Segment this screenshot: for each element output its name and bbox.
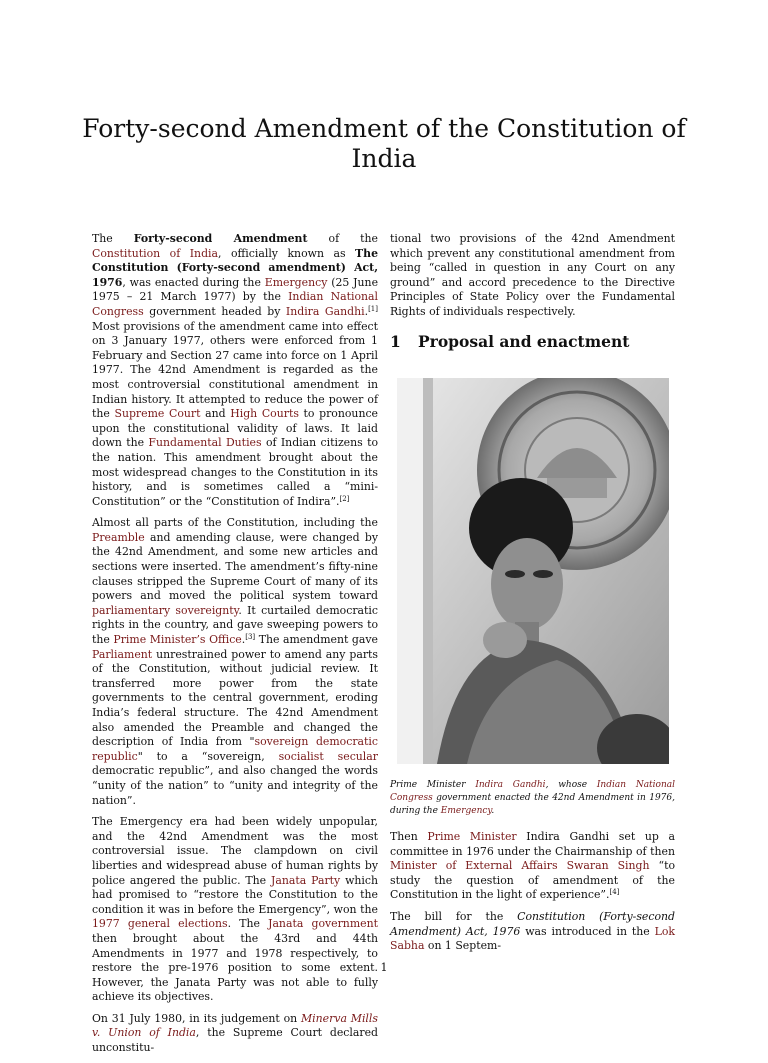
bold-term: The Constitution (Forty-second amendment) Act, 1976 — [92, 246, 378, 289]
link-1977-general-elections[interactable]: 1977 general elections — [92, 917, 228, 931]
right-column-top — [390, 232, 675, 327]
link-fundamental-duties[interactable]: Fundamental Duties — [148, 436, 262, 450]
caption-link-inc[interactable]: Indian National Congress — [390, 780, 676, 803]
text: . It curtailed democratic rights in the country, and gave sweeping powers to the — [92, 603, 378, 647]
link-parliament[interactable]: Parliament — [92, 647, 153, 661]
changes-paragraph — [92, 516, 378, 808]
text: of Indian citizens to the nation. This amendment brought about the most widespread changes to the Constitution in its history, and is sometimes called a “mini-Constitution” or the “Constitution of Indira”. — [92, 436, 379, 508]
text — [324, 750, 338, 763]
text: government enacted the 42nd Amendment in 1976, during the — [390, 793, 675, 816]
text: then brought about the 43rd and 44th Amendments in 1977 and 1978 respectively, to restore the pre-1976 position to some extent. However, the Janata Party was not able to fully achieve its objectives. — [92, 931, 378, 1004]
citation-2[interactable]: [2] — [339, 494, 350, 503]
section-heading — [390, 332, 629, 351]
right-column-bottom — [390, 830, 675, 961]
text — [558, 859, 567, 872]
citation-4[interactable]: [4] — [609, 888, 620, 897]
link-janata-government[interactable]: Janata government — [268, 917, 378, 931]
link-indira-gandhi[interactable]: Indira Gandhi — [285, 304, 365, 318]
link-janata-party[interactable]: Janata Party — [271, 873, 341, 887]
article-title: Forty-second Amendment of the Constitution of India — [82, 114, 686, 173]
citation-1[interactable]: [1] — [368, 304, 378, 313]
figure-caption — [390, 779, 675, 818]
link-prime-ministers-office[interactable]: Prime Minister’s Office — [113, 633, 242, 647]
text: and — [200, 407, 231, 421]
committee-paragraph — [390, 830, 675, 903]
text: , the Supreme Court declared unconstitu- — [92, 1026, 378, 1055]
link-indian-national-congress[interactable]: Indian National Congress — [92, 290, 379, 318]
text: , whose — [545, 780, 597, 790]
link-sovereign-democratic-republic[interactable]: sovereign democratic republic — [92, 735, 378, 763]
text: was introduced in the — [520, 924, 655, 938]
text: Then — [390, 830, 428, 843]
text: . The — [227, 917, 269, 931]
text: " to a “sovereign, — [137, 749, 279, 763]
link-parliamentary-sovereignty[interactable]: parliamentary sovereignty — [92, 603, 239, 617]
text: . — [241, 633, 246, 647]
indira-gandhi-photo — [397, 378, 669, 764]
text: Indira Gandhi set up a committee in 1976 under the Chairmanship of then — [390, 830, 676, 858]
link-supreme-court[interactable]: Supreme Court — [114, 407, 201, 421]
text: On 31 July 1980, in its judgement on — [92, 1011, 302, 1025]
continuation-paragraph: tional two provisions of the 42nd Amendment which prevent any constitutional amendment from being “called in question in any Court on any ground” and accord precedence to the Directive Principles of State Policy over the Fundamental Rights of individuals respectively. — [390, 232, 675, 318]
emergency-paragraph — [92, 815, 378, 1005]
text: unrestrained power to amend any parts of the Constitution, without judicial review. It transferred more power from the state governments to the central government, eroding India’s federal structure. The 42nd Amendment also amended the Preamble and changed the description of India from " — [92, 647, 378, 749]
text: “to study the question of amendment of the Constitution in the light of experience”. — [390, 859, 676, 902]
text: Most provisions of the amendment came into effect on 3 January 1977, others were enforced from 1 February and Section 27 came into force on 1 April 1977. The 42nd Amendment is regarded as the most controversial constitutional amendment in Indian history. It attempted to reduce the power of the — [92, 319, 378, 421]
link-minerva-mills[interactable]: Minerva Mills v. Union of India — [92, 1011, 378, 1040]
text: on 1 Septem- — [424, 939, 502, 953]
photo-illustration — [397, 378, 669, 764]
section-title: Proposal and enactment — [418, 332, 630, 351]
text: , officially known as — [218, 246, 356, 260]
text: . — [491, 806, 495, 816]
judgement-paragraph — [92, 1012, 378, 1056]
text: which had promised to “restore the Constitution to the condition it was in before the Emergency”, won the — [92, 873, 379, 916]
caption-link-indira-gandhi[interactable]: Indira Gandhi — [475, 780, 546, 790]
text: Almost all parts of the Constitution, including the — [92, 516, 378, 530]
italic-term: Constitution (Forty-second Amendment) Act, 1976 — [390, 909, 675, 938]
link-prime-minister[interactable]: Prime Minister — [427, 830, 517, 843]
page-number: 1 — [380, 961, 388, 974]
text: to pronounce upon the constitutional validity of laws. It laid down the — [92, 407, 378, 450]
link-lok-sabha[interactable]: Lok Sabha — [390, 924, 676, 953]
text: and amending clause, were changed by the 42nd Amendment, and some new articles and sections were inserted. The amendment’s fifty-nine clauses stripped the Supreme Court of many of its powers and moved the political system toward — [92, 530, 378, 603]
section-number: 1 — [390, 332, 401, 351]
text: The bill for the — [390, 909, 518, 923]
link-swaran-singh[interactable]: Swaran Singh — [566, 859, 650, 873]
link-constitution-of-india[interactable]: Constitution of India — [92, 246, 219, 260]
text: government headed by — [143, 304, 286, 318]
citation-3[interactable]: [3] — [245, 633, 256, 642]
text: , was enacted during the — [122, 275, 265, 289]
link-preamble[interactable]: Preamble — [92, 530, 145, 544]
link-emergency[interactable]: Emergency — [264, 275, 328, 289]
caption-link-emergency[interactable]: Emergency — [440, 806, 492, 816]
text: democratic republic”, and also changed the words “unity of the nation” to “unity and integrity of the nation”. — [92, 764, 378, 807]
text: The — [92, 232, 134, 245]
text: The amendment gave — [255, 633, 378, 647]
bill-paragraph — [390, 910, 675, 954]
text: (25 June 1975 – 21 March 1977) by the — [92, 275, 379, 304]
link-secular[interactable]: secular — [337, 749, 378, 763]
text: of the — [307, 232, 378, 245]
text: Prime Minister — [390, 780, 476, 790]
link-socialist[interactable]: socialist — [278, 749, 324, 763]
link-high-courts[interactable]: High Courts — [230, 407, 299, 421]
link-minister-external-affairs[interactable]: Minister of External Affairs — [390, 859, 558, 873]
intro-paragraph: The Forty-second Amendment of the Constitution of India, officially known as The Constitution (Forty-second amendment) Act, 1976, was enacted during the Emergency (25 June 1975 – 21 March 1977) by the Indian National Congress government headed by Indira Gandhi.[1] Most provisions of the amendment came into effect on 3 January 1977, others were enforced from 1 February and Section 27 came into force on 1 April 1977. The 42nd Amendment is regarded as the most controversial constitutional amendment in Indian history. It attempted to reduce the power of the Supreme Court and High Courts to pronounce upon the constitutional validity of laws. It laid down the Fundamental Duties of Indian citizens to the nation. This amendment brought about the most widespread changes to the Constitution in its history, and is sometimes called a “mini-Constitution” or the “Constitution of Indira”.[2] — [92, 232, 379, 508]
text: The Emergency era had been widely unpopular, and the 42nd Amendment was the most controversial issue. The clampdown on civil liberties and widespread abuse of human rights by police angered the public. The — [92, 815, 378, 887]
bold-term: Forty-second Amendment — [133, 232, 308, 245]
left-column — [92, 232, 378, 1063]
